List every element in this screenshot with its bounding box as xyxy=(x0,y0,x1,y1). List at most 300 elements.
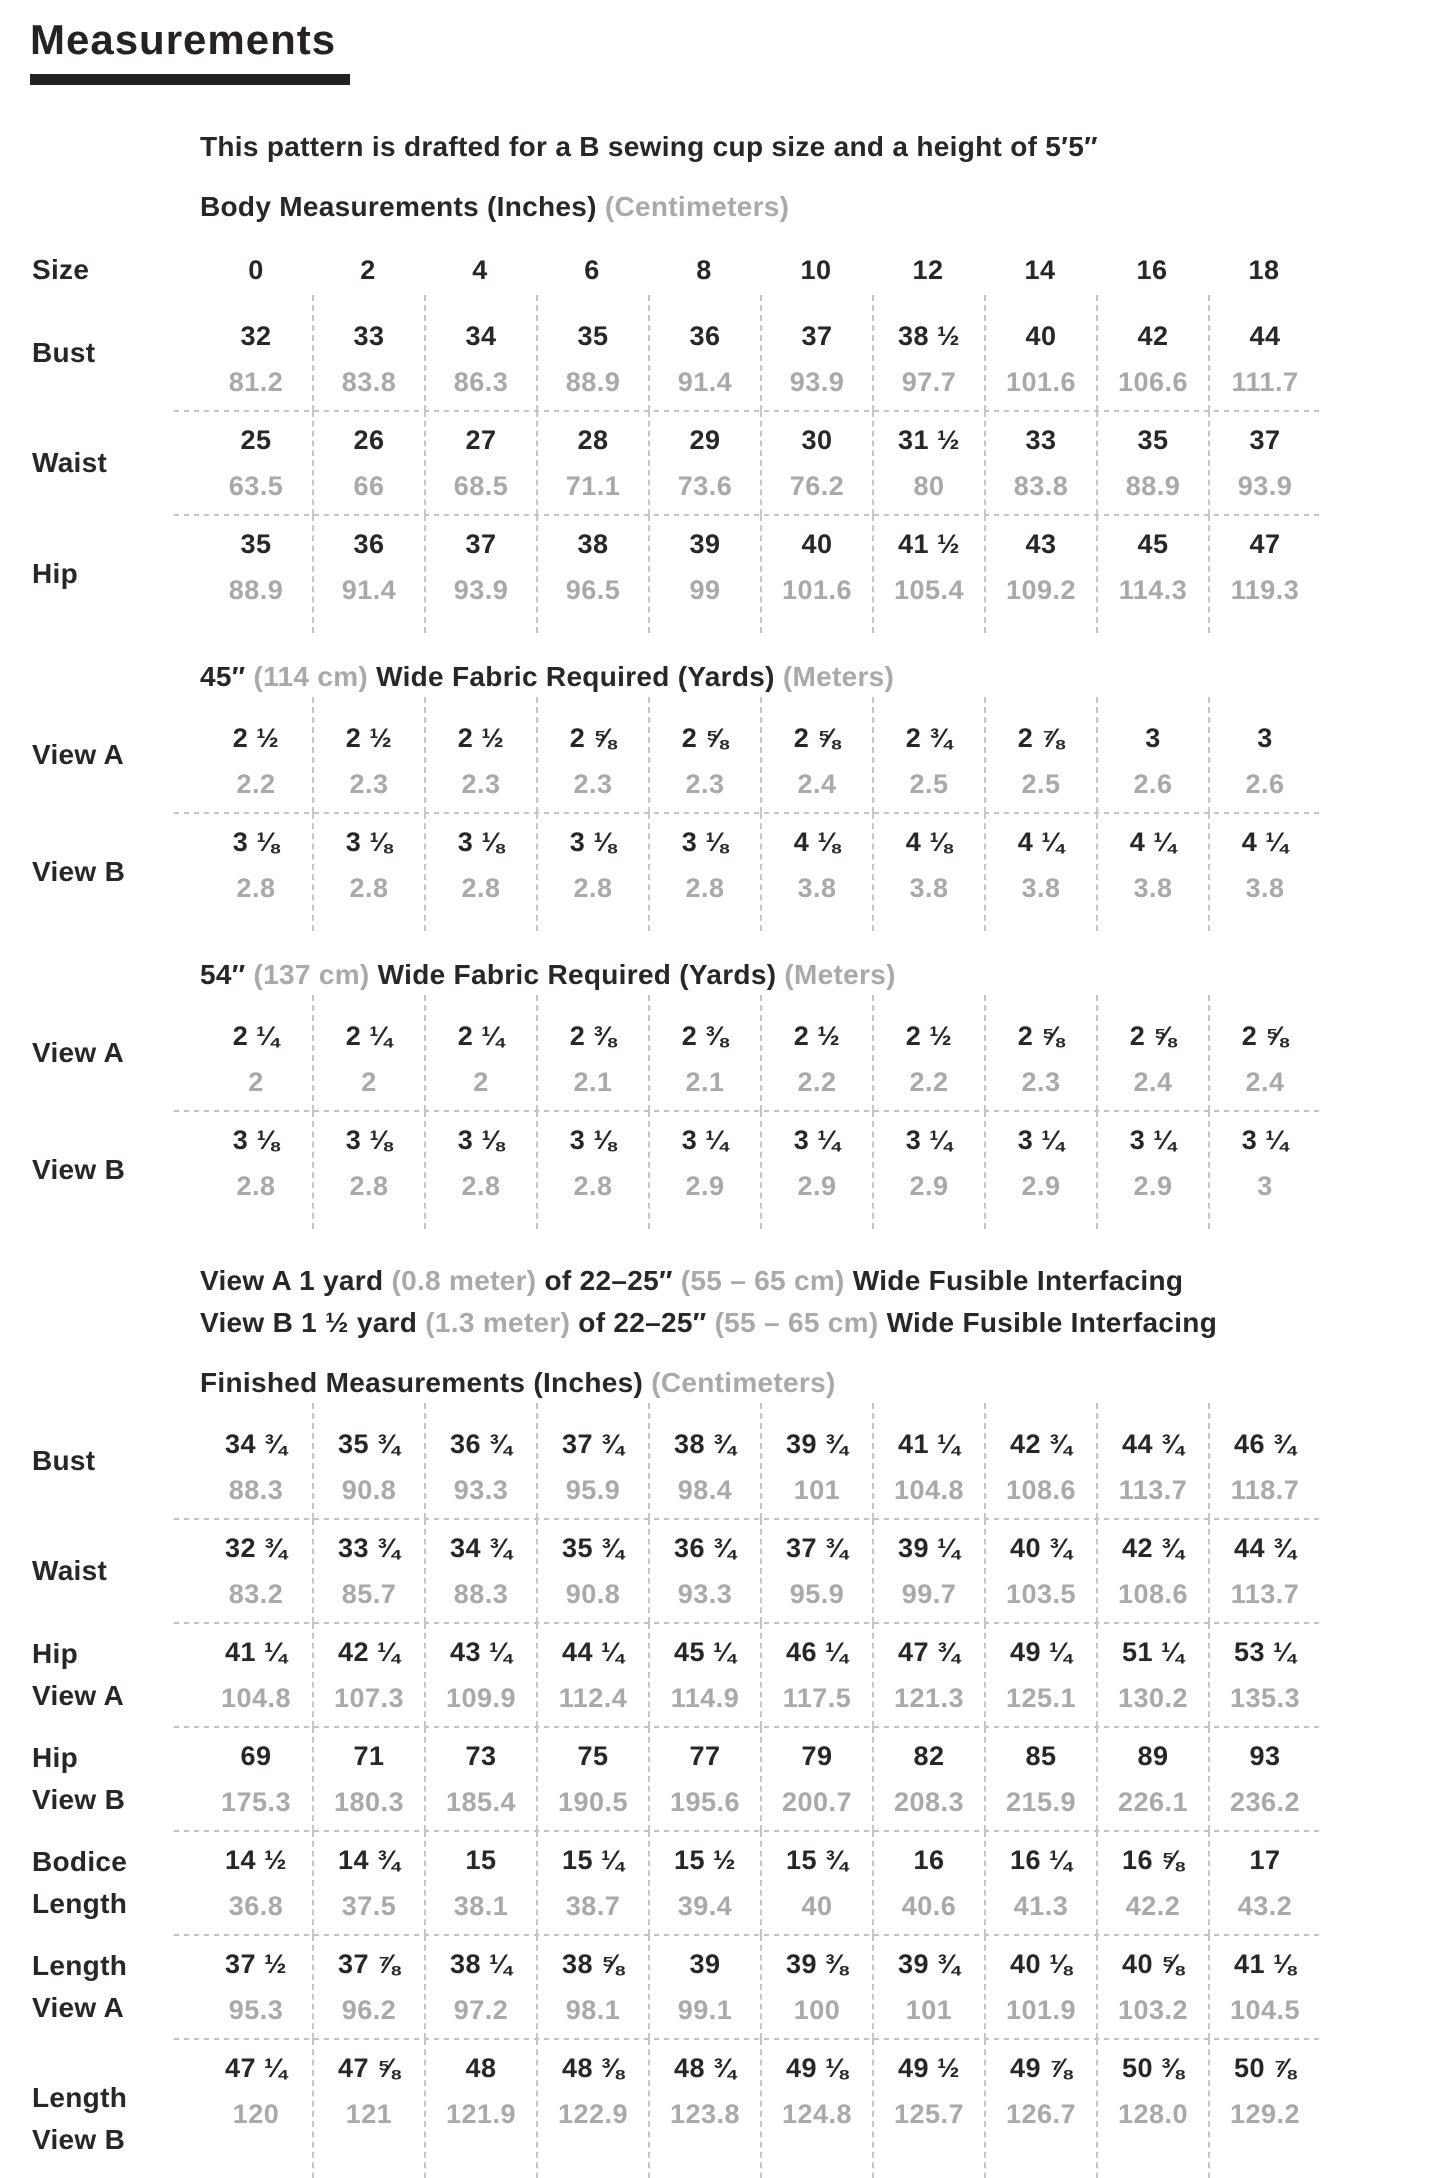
row-label-line: View A xyxy=(32,1992,125,2023)
cm-value: 91.4 xyxy=(677,367,733,397)
inch-value: 41 ¼ xyxy=(897,1429,961,1459)
value-cell xyxy=(312,515,424,633)
cm-value: 113.7 xyxy=(1118,1475,1188,1505)
size-column-header xyxy=(424,245,536,295)
inch-value: 4 ¼ xyxy=(1129,827,1177,857)
value-cell xyxy=(312,295,424,411)
inch-value: 42 ¾ xyxy=(1009,1429,1073,1459)
inch-value: 25 xyxy=(240,425,272,455)
value-cell xyxy=(312,1831,424,1935)
inch-value: 29 xyxy=(689,425,721,455)
value-cell xyxy=(760,1831,872,1935)
cm-value: 98.4 xyxy=(677,1475,733,1505)
value-cell xyxy=(200,1831,312,1935)
row-label xyxy=(30,1727,200,1831)
cm-value: 40.6 xyxy=(901,1891,957,1921)
cm-value: 130.2 xyxy=(1117,1683,1189,1713)
inch-value: 82 xyxy=(913,1741,945,1771)
inch-value: 2 ⅝ xyxy=(569,723,617,753)
note-part: (0.8 meter) xyxy=(391,1265,537,1296)
cm-value: 41.3 xyxy=(1013,1891,1069,1921)
value-cell xyxy=(424,697,536,813)
inch-value: 4 ¼ xyxy=(1241,827,1289,857)
heading-part: (137 cm) xyxy=(253,959,370,990)
cm-value: 125.1 xyxy=(1005,1683,1077,1713)
cm-value: 2.4 xyxy=(797,769,837,799)
cm-value: 111.7 xyxy=(1231,367,1299,397)
cm-value: 2.6 xyxy=(1245,769,1285,799)
cm-value: 2.6 xyxy=(1133,769,1173,799)
value-cell xyxy=(536,515,648,633)
inch-value: 42 ¾ xyxy=(1121,1533,1185,1563)
cm-value: 93.9 xyxy=(1237,471,1293,501)
value-cell xyxy=(1096,697,1208,813)
value-cell xyxy=(424,1403,536,1519)
cm-value: 91.4 xyxy=(341,575,397,605)
cm-value: 101.9 xyxy=(1005,1995,1077,2025)
cm-value: 109.2 xyxy=(1005,575,1077,605)
inch-value: 4 ¼ xyxy=(1017,827,1065,857)
cm-value: 93.3 xyxy=(677,1579,733,1609)
value-cell xyxy=(1096,515,1208,633)
value-cell xyxy=(200,2039,312,2178)
inch-value: 3 ¼ xyxy=(681,1125,729,1155)
value-cell xyxy=(424,1831,536,1935)
cm-value: 42.2 xyxy=(1125,1891,1181,1921)
inch-value: 39 ⅜ xyxy=(785,1949,849,1979)
value-cell xyxy=(312,1727,424,1831)
heading-part: (114 cm) xyxy=(253,661,369,692)
inch-value: 2 ¼ xyxy=(457,1021,505,1051)
value-cell xyxy=(424,1727,536,1831)
cm-value: 103.5 xyxy=(1005,1579,1077,1609)
value-cell xyxy=(1096,1831,1208,1935)
cm-value: 121.3 xyxy=(893,1683,965,1713)
value-cell xyxy=(760,1935,872,2039)
inch-value: 3 ⅛ xyxy=(681,827,729,857)
inch-value: 48 xyxy=(465,2053,497,2083)
inch-value: 75 xyxy=(577,1741,609,1771)
value-cell xyxy=(760,1519,872,1623)
page-title: Measurements xyxy=(30,16,337,63)
inch-value: 36 ¾ xyxy=(449,1429,513,1459)
value-cell xyxy=(424,1623,536,1727)
inch-value: 39 ¾ xyxy=(785,1429,849,1459)
cm-value: 126.7 xyxy=(1005,2099,1077,2129)
row-label-line: View B xyxy=(32,1784,126,1815)
value-cell xyxy=(872,697,984,813)
cm-value: 88.9 xyxy=(565,367,621,397)
inch-value: 3 ⅛ xyxy=(457,827,505,857)
heading-part: (Centimeters) xyxy=(604,191,790,222)
value-cell xyxy=(760,411,872,515)
value-cell xyxy=(200,1111,312,1229)
value-cell xyxy=(1096,1403,1208,1519)
row-values xyxy=(200,1935,1320,2039)
cm-value: 2.2 xyxy=(909,1067,949,1097)
cm-value: 104.8 xyxy=(893,1475,965,1505)
size-columns xyxy=(200,245,1320,295)
value-cell xyxy=(1208,1935,1320,2039)
inch-value: 49 ⅛ xyxy=(785,2053,849,2083)
value-cell xyxy=(984,813,1096,931)
inch-value: 2 ⅝ xyxy=(1129,1021,1177,1051)
cm-value: 104.5 xyxy=(1229,1995,1301,2025)
inch-value: 38 ¼ xyxy=(449,1949,513,1979)
row-label-line: Waist xyxy=(32,1555,108,1586)
cm-value: 129.2 xyxy=(1229,2099,1301,2129)
value-cell xyxy=(536,1111,648,1229)
value-cell xyxy=(424,1935,536,2039)
value-cell xyxy=(536,411,648,515)
value-cell xyxy=(536,1623,648,1727)
value-cell xyxy=(984,1935,1096,2039)
inch-value: 40 ⅝ xyxy=(1121,1949,1185,1979)
value-cell xyxy=(648,1831,760,1935)
cm-value: 135.3 xyxy=(1229,1683,1301,1713)
inch-value: 49 ⅞ xyxy=(1009,2053,1073,2083)
value-cell xyxy=(984,1403,1096,1519)
cm-value: 76.2 xyxy=(789,471,845,501)
cm-value: 73.6 xyxy=(677,471,733,501)
value-cell xyxy=(984,1111,1096,1229)
cm-value: 104.8 xyxy=(220,1683,292,1713)
size-value: 12 xyxy=(912,255,944,285)
cm-value: 2.8 xyxy=(461,1171,501,1201)
cm-value: 37.5 xyxy=(341,1891,397,1921)
cm-value: 95.3 xyxy=(228,1995,284,2025)
size-column-header xyxy=(312,245,424,295)
inch-value: 2 ¼ xyxy=(232,1021,280,1051)
heading-part: (Centimeters) xyxy=(651,1367,836,1398)
row-label-line: Length xyxy=(32,1950,128,1981)
inch-value: 85 xyxy=(1025,1741,1057,1771)
inch-value: 2 ⅜ xyxy=(681,1021,729,1051)
value-cell xyxy=(200,995,312,1111)
cm-value: 2.3 xyxy=(461,769,501,799)
fabric-45-table xyxy=(30,697,1445,931)
value-cell xyxy=(312,1519,424,1623)
note-part: of 22–25″ xyxy=(536,1265,681,1296)
row-label xyxy=(30,1403,200,1519)
cm-value: 36.8 xyxy=(228,1891,284,1921)
cm-value: 215.9 xyxy=(1005,1787,1077,1817)
value-cell xyxy=(424,295,536,411)
inch-value: 77 xyxy=(689,1741,721,1771)
value-cell xyxy=(200,813,312,931)
cm-value: 93.3 xyxy=(453,1475,509,1505)
row-label-line: Bust xyxy=(32,1445,96,1476)
inch-value: 36 ¾ xyxy=(673,1533,737,1563)
value-cell xyxy=(872,813,984,931)
inch-value: 15 ½ xyxy=(673,1845,737,1875)
row-label-line: Hip xyxy=(32,1638,79,1669)
inch-value: 2 ⅞ xyxy=(1017,723,1065,753)
fabric-54-table xyxy=(30,995,1445,1229)
value-cell xyxy=(1096,813,1208,931)
row-label-line: Waist xyxy=(32,447,108,478)
value-cell xyxy=(760,1727,872,1831)
inch-value: 73 xyxy=(465,1741,497,1771)
inch-value: 51 ¼ xyxy=(1121,1637,1185,1667)
cm-value: 88.9 xyxy=(1125,471,1181,501)
cm-value: 101 xyxy=(905,1995,953,2025)
value-cell xyxy=(648,2039,760,2178)
cm-value: 124.8 xyxy=(781,2099,853,2129)
table-row xyxy=(30,697,1445,813)
inch-value: 35 ¾ xyxy=(337,1429,401,1459)
row-values xyxy=(200,1831,1320,1935)
inch-value: 35 xyxy=(577,321,609,351)
size-value: 0 xyxy=(248,255,264,285)
value-cell xyxy=(1208,813,1320,931)
inch-value: 37 xyxy=(1249,425,1281,455)
inch-value: 16 ¼ xyxy=(1009,1845,1073,1875)
cm-value: 2.8 xyxy=(349,1171,389,1201)
value-cell xyxy=(760,2039,872,2178)
inch-value: 15 xyxy=(465,1845,497,1875)
table-row xyxy=(30,1935,1445,2039)
value-cell xyxy=(648,995,760,1111)
cm-value: 40 xyxy=(801,1891,833,1921)
row-values xyxy=(200,411,1320,515)
cm-value: 2.9 xyxy=(909,1171,949,1201)
inch-value: 2 ½ xyxy=(457,723,505,753)
value-cell xyxy=(1208,697,1320,813)
inch-value: 33 ¾ xyxy=(337,1533,401,1563)
inch-value: 40 ⅛ xyxy=(1009,1949,1073,1979)
cm-value: 88.9 xyxy=(228,575,284,605)
finished-measurements-heading xyxy=(200,1367,1445,1399)
value-cell xyxy=(424,2039,536,2178)
table-row xyxy=(30,1831,1445,1935)
size-column-header xyxy=(1096,245,1208,295)
row-label xyxy=(30,697,200,813)
inch-value: 2 ⅜ xyxy=(569,1021,617,1051)
inch-value: 39 ¾ xyxy=(897,1949,961,1979)
value-cell xyxy=(536,1935,648,2039)
cm-value: 120 xyxy=(232,2099,280,2129)
inch-value: 15 ¼ xyxy=(561,1845,625,1875)
inch-value: 2 ½ xyxy=(793,1021,841,1051)
row-values xyxy=(200,515,1320,633)
value-cell xyxy=(872,1727,984,1831)
inch-value: 45 ¼ xyxy=(673,1637,737,1667)
cm-value: 2.8 xyxy=(573,873,613,903)
row-values xyxy=(200,1111,1320,1229)
cm-value: 2.9 xyxy=(1133,1171,1173,1201)
inch-value: 46 ¼ xyxy=(785,1637,849,1667)
value-cell xyxy=(1096,2039,1208,2178)
value-cell xyxy=(200,1727,312,1831)
value-cell xyxy=(648,1519,760,1623)
cm-value: 112.4 xyxy=(558,1683,628,1713)
cm-value: 190.5 xyxy=(557,1787,629,1817)
cm-value: 83.8 xyxy=(1013,471,1069,501)
value-cell xyxy=(648,1727,760,1831)
inch-value: 40 xyxy=(1025,321,1057,351)
cm-value: 43.2 xyxy=(1237,1891,1293,1921)
cm-value: 80 xyxy=(913,471,945,501)
value-cell xyxy=(760,295,872,411)
inch-value: 79 xyxy=(801,1741,833,1771)
cm-value: 185.4 xyxy=(445,1787,517,1817)
inch-value: 31 ½ xyxy=(897,425,961,455)
table-row xyxy=(30,515,1445,633)
inch-value: 47 ¾ xyxy=(897,1637,961,1667)
size-column-header xyxy=(760,245,872,295)
body-measurements-heading xyxy=(200,191,1445,223)
inch-value: 2 ½ xyxy=(345,723,393,753)
row-label-line: View A xyxy=(32,1037,125,1068)
row-label xyxy=(30,1623,200,1727)
cm-value: 121.9 xyxy=(445,2099,517,2129)
row-label xyxy=(30,1111,200,1229)
inch-value: 44 xyxy=(1249,321,1281,351)
cm-value: 98.1 xyxy=(565,1995,621,2025)
inch-value: 37 xyxy=(801,321,833,351)
cm-value: 95.9 xyxy=(789,1579,845,1609)
cm-value: 39.4 xyxy=(677,1891,733,1921)
cm-value: 226.1 xyxy=(1117,1787,1189,1817)
cm-value: 95.9 xyxy=(565,1475,621,1505)
cm-value: 88.3 xyxy=(228,1475,284,1505)
value-cell xyxy=(648,1935,760,2039)
inch-value: 3 xyxy=(1257,723,1273,753)
inch-value: 69 xyxy=(240,1741,272,1771)
inch-value: 41 ⅛ xyxy=(1233,1949,1297,1979)
cm-value: 97.2 xyxy=(453,1995,509,2025)
table-row xyxy=(30,2039,1445,2178)
cm-value: 2.4 xyxy=(1245,1067,1285,1097)
value-cell xyxy=(872,1935,984,2039)
inch-value: 4 ⅛ xyxy=(793,827,841,857)
cm-value: 2.3 xyxy=(1021,1067,1061,1097)
value-cell xyxy=(200,1519,312,1623)
inch-value: 37 ⅞ xyxy=(337,1949,401,1979)
cm-value: 93.9 xyxy=(789,367,845,397)
note-part: (55 – 65 cm) xyxy=(680,1265,845,1296)
intro-note: This pattern is drafted for a B sewing cup size and a height of 5′5″ xyxy=(200,131,1098,162)
value-cell xyxy=(1208,2039,1320,2178)
cm-value: 83.2 xyxy=(228,1579,284,1609)
inch-value: 3 ¼ xyxy=(793,1125,841,1155)
value-cell xyxy=(872,515,984,633)
inch-value: 3 ⅛ xyxy=(345,1125,393,1155)
cm-value: 71.1 xyxy=(565,471,621,501)
inch-value: 50 ⅜ xyxy=(1121,2053,1185,2083)
inch-value: 48 ¾ xyxy=(673,2053,737,2083)
value-cell xyxy=(1208,1623,1320,1727)
cm-value: 85.7 xyxy=(341,1579,397,1609)
size-column-header xyxy=(536,245,648,295)
value-cell xyxy=(312,697,424,813)
inch-value: 33 xyxy=(353,321,385,351)
inch-value: 49 ½ xyxy=(897,2053,961,2083)
row-values xyxy=(200,295,1320,411)
row-label-line: View A xyxy=(32,1680,125,1711)
inch-value: 37 ¾ xyxy=(785,1533,849,1563)
value-cell xyxy=(200,411,312,515)
row-label xyxy=(30,1831,200,1935)
value-cell xyxy=(872,295,984,411)
row-label xyxy=(30,295,200,411)
value-cell xyxy=(760,515,872,633)
value-cell xyxy=(312,1111,424,1229)
inch-value: 14 ¾ xyxy=(337,1845,401,1875)
cm-value: 101.6 xyxy=(1005,367,1077,397)
row-label xyxy=(30,1519,200,1623)
cm-value: 109.9 xyxy=(445,1683,517,1713)
value-cell xyxy=(1208,411,1320,515)
inch-value: 34 ¾ xyxy=(224,1429,288,1459)
value-cell xyxy=(200,1935,312,2039)
inch-value: 38 xyxy=(577,529,609,559)
cm-value: 128.0 xyxy=(1117,2099,1189,2129)
value-cell xyxy=(872,1831,984,1935)
inch-value: 44 ¾ xyxy=(1233,1533,1297,1563)
size-label-text: Size xyxy=(32,254,90,285)
size-value: 6 xyxy=(584,255,600,285)
cm-value: 117.5 xyxy=(782,1683,852,1713)
value-cell xyxy=(984,995,1096,1111)
inch-value: 46 ¾ xyxy=(1233,1429,1297,1459)
value-cell xyxy=(424,1519,536,1623)
row-label-line: Hip xyxy=(32,1742,79,1773)
inch-value: 47 xyxy=(1249,529,1281,559)
cm-value: 3.8 xyxy=(797,873,837,903)
inch-value: 2 ⅝ xyxy=(793,723,841,753)
inch-value: 53 ¼ xyxy=(1233,1637,1297,1667)
inch-value: 39 ¼ xyxy=(897,1533,961,1563)
inch-value: 3 ⅛ xyxy=(232,1125,280,1155)
value-cell xyxy=(648,1403,760,1519)
inch-value: 2 ⅝ xyxy=(1241,1021,1289,1051)
cm-value: 90.8 xyxy=(565,1579,621,1609)
value-cell xyxy=(312,1623,424,1727)
value-cell xyxy=(424,1111,536,1229)
inch-value: 33 xyxy=(1025,425,1057,455)
cm-value: 2.9 xyxy=(1021,1171,1061,1201)
table-row xyxy=(30,1519,1445,1623)
inch-value: 3 ¼ xyxy=(905,1125,953,1155)
table-row xyxy=(30,411,1445,515)
note-part: (55 – 65 cm) xyxy=(714,1307,879,1338)
size-value: 2 xyxy=(360,255,376,285)
row-label-line: Length xyxy=(32,1888,128,1919)
inch-value: 3 ¼ xyxy=(1017,1125,1065,1155)
row-values xyxy=(200,2039,1320,2178)
inch-value: 45 xyxy=(1137,529,1169,559)
inch-value: 43 xyxy=(1025,529,1057,559)
value-cell xyxy=(648,1111,760,1229)
size-value: 4 xyxy=(472,255,488,285)
cm-value: 3.8 xyxy=(1245,873,1285,903)
value-cell xyxy=(200,295,312,411)
cm-value: 2.2 xyxy=(236,769,276,799)
inch-value: 44 ¼ xyxy=(561,1637,625,1667)
inch-value: 3 ⅛ xyxy=(457,1125,505,1155)
inch-value: 93 xyxy=(1249,1741,1281,1771)
cm-value: 125.7 xyxy=(893,2099,965,2129)
cm-value: 38.1 xyxy=(453,1891,509,1921)
heading-part: Finished Measurements (Inches) xyxy=(200,1367,652,1398)
cm-value: 118.7 xyxy=(1230,1475,1300,1505)
inch-value: 50 ⅞ xyxy=(1233,2053,1297,2083)
size-column-header xyxy=(872,245,984,295)
value-cell xyxy=(312,995,424,1111)
value-cell xyxy=(648,515,760,633)
